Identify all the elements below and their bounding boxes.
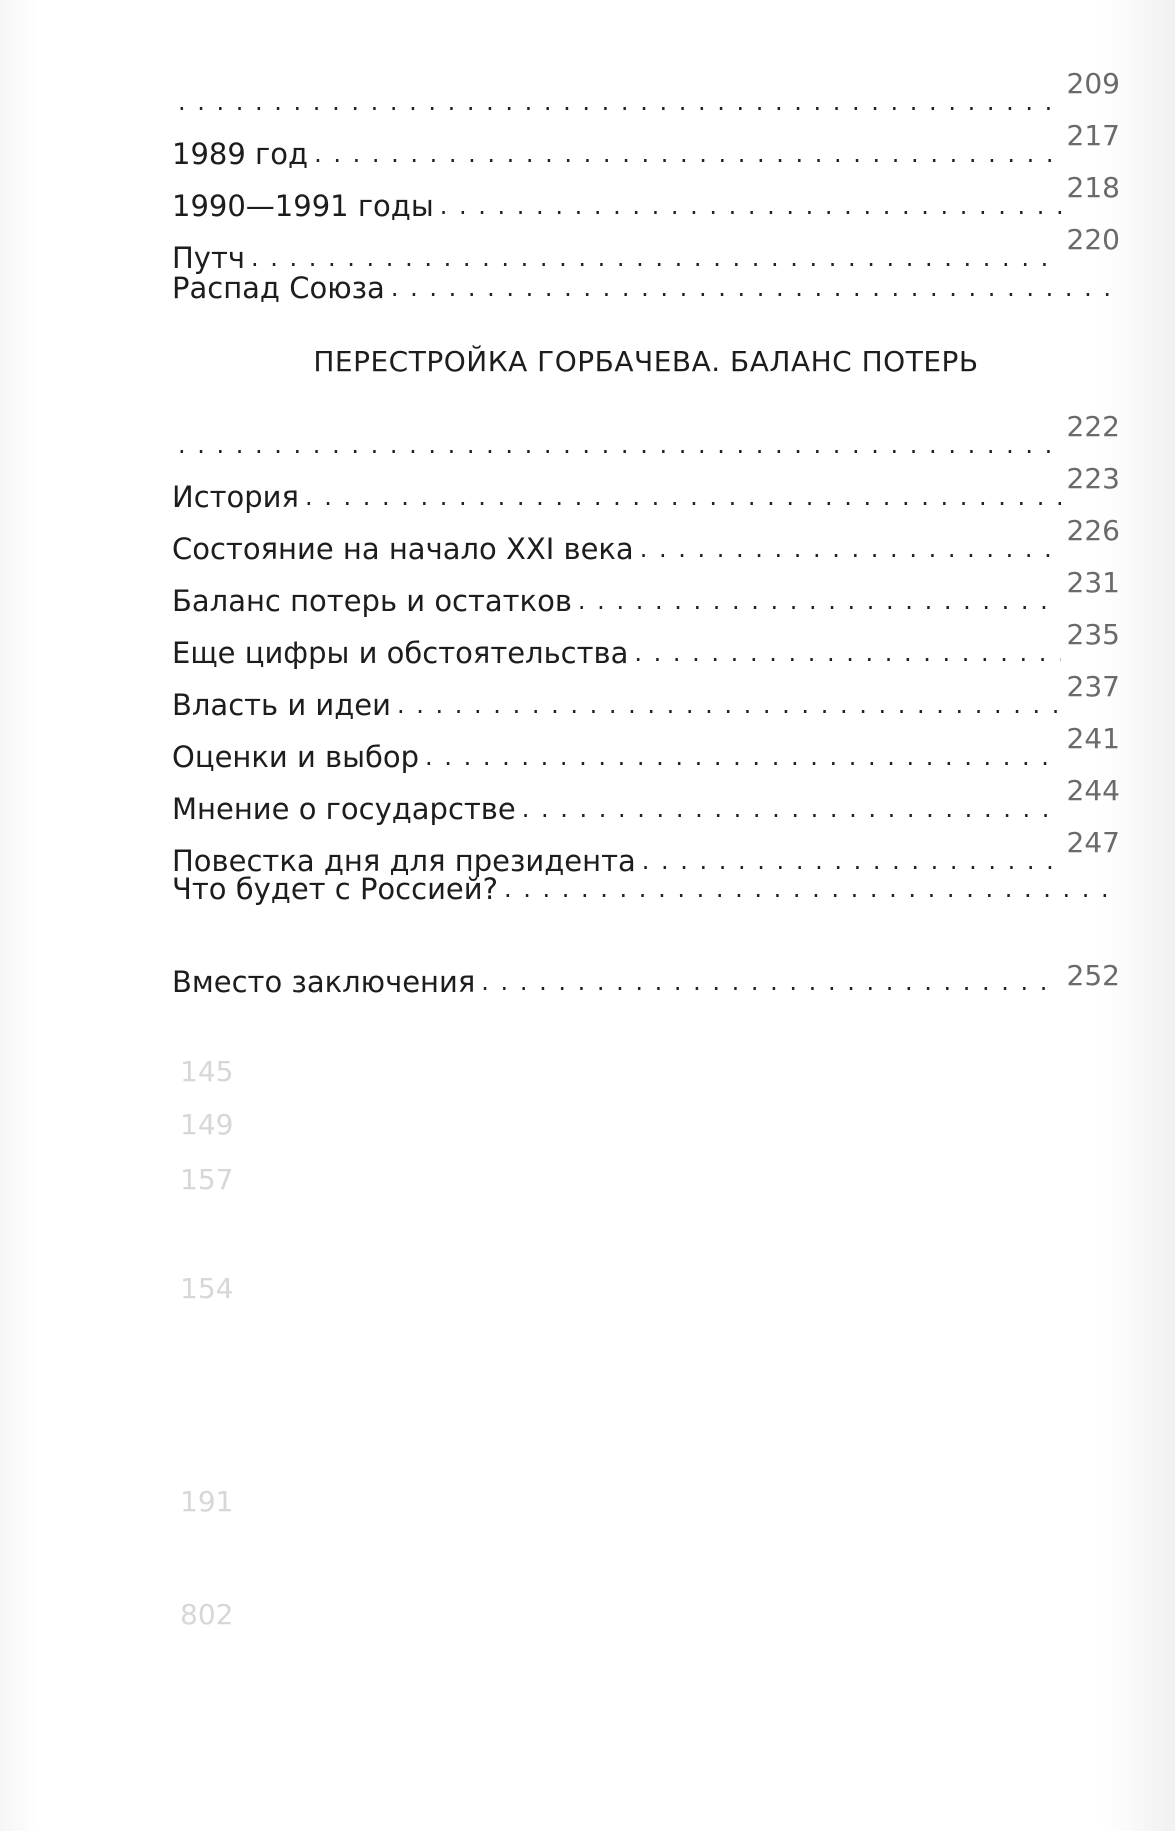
toc-entry[interactable] [172, 514, 1120, 569]
toc-entry[interactable] [172, 410, 1120, 465]
toc-entry-title: 1990—1991 годы [172, 189, 434, 223]
bleed-through-mark: 191 [180, 1485, 234, 1518]
toc-entry-title: Путч [172, 241, 245, 275]
leader-dots [578, 581, 1061, 621]
leader-dots [440, 186, 1061, 226]
bleed-through-mark: 149 [180, 1108, 234, 1141]
leader-dots [391, 268, 1114, 308]
toc-entry[interactable] [172, 774, 1120, 829]
section-heading: ПЕРЕСТРОЙКА ГОРБАЧЕВА. БАЛАНС ПОТЕРЬ [313, 345, 979, 378]
toc-entry[interactable] [172, 566, 1120, 621]
toc-entry[interactable] [172, 119, 1120, 174]
toc-entry-page: 220 [1066, 223, 1120, 256]
toc-entry-page: 241 [1066, 722, 1120, 755]
toc-entry-closing[interactable] [172, 959, 1120, 1002]
leader-dots [314, 134, 1060, 174]
toc-entry[interactable] [172, 869, 1120, 909]
bleed-through-mark: 145 [180, 1055, 234, 1088]
toc-entry-page: 237 [1066, 670, 1120, 703]
leader-dots [634, 633, 1060, 673]
toc-entry-page: 226 [1066, 514, 1120, 547]
bleed-through-mark: 154 [180, 1272, 234, 1305]
toc-entry-page: 222 [1066, 410, 1120, 443]
toc-entry-title: Что будет с Россией? [172, 872, 498, 906]
toc-entry[interactable] [172, 67, 1120, 122]
toc-entry-title: Баланс потерь и остатков [172, 584, 572, 618]
toc-entry-title: Состояние на начало XXI века [172, 532, 634, 566]
toc-entry-title: 1989 год [172, 137, 309, 171]
leader-dots [481, 962, 1060, 1002]
toc-entry[interactable] [172, 722, 1120, 777]
toc-entry-page: 252 [1066, 959, 1120, 992]
toc-entry-page: 244 [1066, 774, 1120, 807]
toc-entry-title: Повестка дня для президента [172, 844, 636, 878]
toc-entry-page: 231 [1066, 566, 1120, 599]
leader-dots [178, 82, 1061, 122]
toc-entry[interactable] [172, 618, 1120, 673]
leader-dots [522, 789, 1061, 829]
toc-entry-title: Еще цифры и обстоятельства [172, 636, 629, 670]
toc-entry-page: 223 [1066, 462, 1120, 495]
bleed-through-mark: 802 [180, 1598, 234, 1631]
toc-entry-page: 218 [1066, 171, 1120, 204]
toc-entry-title: История [172, 480, 299, 514]
leader-dots [640, 529, 1061, 569]
leader-dots [397, 685, 1061, 725]
toc-entry-title: Распад Союза [172, 271, 385, 305]
toc-entry[interactable] [172, 268, 1120, 308]
toc-entry-title: Мнение о государстве [172, 792, 516, 826]
leader-dots [178, 425, 1061, 465]
leader-dots [305, 477, 1061, 517]
leader-dots [425, 737, 1061, 777]
toc-entry-title: Оценки и выбор [172, 740, 420, 774]
toc-entry-page: 247 [1066, 826, 1120, 859]
toc-entry-title: Власть и идеи [172, 688, 392, 722]
leader-dots [504, 869, 1114, 909]
toc-entry-page: 235 [1066, 618, 1120, 651]
toc-entry-title: Вместо заключения [172, 965, 476, 999]
toc-entry-page: 209 [1066, 67, 1120, 100]
toc-entry[interactable] [172, 462, 1120, 517]
bleed-through-mark: 157 [180, 1163, 234, 1196]
toc-entry[interactable] [172, 171, 1120, 226]
toc-entry[interactable] [172, 670, 1120, 725]
toc-entry-page: 217 [1066, 119, 1120, 152]
